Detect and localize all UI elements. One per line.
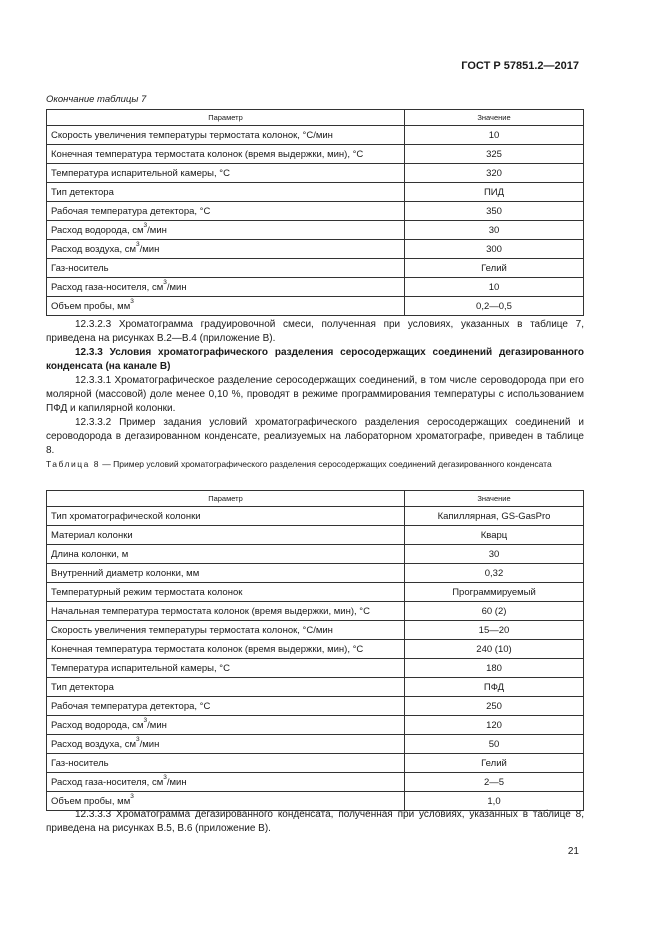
parameter-text: Тип хроматографической колонки: [51, 510, 201, 522]
paragraph-text: 12.3.3.2 Пример задания условий хроматографического разделения серосодержащих соединений и сероводорода в дегазированном конденсате, реализуемых на лабораторном хроматографе, приведен в таблице 8.: [46, 417, 584, 456]
value-cell: Гелий: [405, 754, 584, 773]
value-cell: 320: [405, 164, 584, 183]
table-row: [47, 659, 584, 678]
column-header-parameter: Параметр: [47, 110, 405, 126]
column-header-value: Значение: [405, 110, 584, 126]
paragraph-text: 12.3.3.3 Хроматограмма дегазированного конденсата, полученная при условиях, указанных в таблице 8, приведена на рисунках В.5, В.6 (приложение В).: [46, 809, 584, 834]
table-row: [47, 754, 584, 773]
table-row: [47, 202, 584, 221]
heading-text: 12.3.3 Условия хроматографического разделения серосодержащих соединений дегазированного конденсата (на канале В): [46, 347, 584, 372]
parameter-cell: [47, 545, 405, 564]
parameter-cell: [47, 602, 405, 621]
value-cell: 350: [405, 202, 584, 221]
table-row: [47, 735, 584, 754]
unit-superscript: 3: [136, 240, 140, 248]
table-row: [47, 145, 584, 164]
table-row: [47, 564, 584, 583]
table-row: [47, 240, 584, 259]
table-header-row: [47, 110, 584, 126]
value-cell: 240 (10): [405, 640, 584, 659]
table7: [46, 109, 584, 316]
parameter-cell: [47, 145, 405, 164]
table-row: [47, 221, 584, 240]
parameter-cell: [47, 659, 405, 678]
value-cell: 50: [405, 735, 584, 754]
unit-superscript: 3: [130, 297, 134, 305]
parameter-text: Расход водорода, см: [51, 719, 144, 731]
parameter-text: Тип детектора: [51, 681, 114, 693]
parameter-text: Расход газа-носителя, см: [51, 281, 164, 293]
parameter-cell: [47, 526, 405, 545]
parameter-cell: [47, 297, 405, 316]
parameter-text: Конечная температура термостата колонок (время выдержки, мин), °С: [51, 148, 364, 160]
table8: [46, 490, 584, 811]
value-cell: 250: [405, 697, 584, 716]
value-cell: 1,0: [405, 792, 584, 811]
parameter-cell: [47, 259, 405, 278]
table7-caption: Окончание таблицы 7: [46, 94, 147, 105]
parameter-cell: [47, 773, 405, 792]
unit-tail: /мин: [166, 281, 187, 293]
value-cell: 10: [405, 126, 584, 145]
value-cell: Кварц: [405, 526, 584, 545]
parameter-text: Скорость увеличения температуры термостата колонок, °С/мин: [51, 624, 333, 636]
value-cell: 180: [405, 659, 584, 678]
paragraph-12-3-3-3: [46, 808, 584, 836]
unit-superscript: 3: [163, 773, 167, 781]
parameter-cell: [47, 278, 405, 297]
value-cell: 10: [405, 278, 584, 297]
table-row: [47, 773, 584, 792]
parameter-cell: [47, 678, 405, 697]
unit-tail: /мин: [139, 738, 160, 750]
table-row: [47, 716, 584, 735]
paragraph-12-3-2-3: [46, 318, 584, 346]
value-cell: 30: [405, 545, 584, 564]
unit-tail: /мин: [147, 224, 167, 236]
parameter-text: Рабочая температура детектора, °С: [51, 205, 211, 217]
parameter-cell: [47, 640, 405, 659]
parameter-text: Газ-носитель: [51, 262, 109, 274]
table-row: [47, 259, 584, 278]
parameter-text: Объем пробы, мм: [51, 795, 131, 807]
paragraph-text: 12.3.2.3 Хроматограмма градуировочной смеси, полученная при условиях, указанных в таблице 7, приведена на рисунках В.2—В.4 (приложение В).: [46, 319, 584, 344]
table8-title: — Пример условий хроматографического разделения серосодержащих соединений дегазированного конденсата: [99, 459, 552, 469]
value-cell: 2—5: [405, 773, 584, 792]
parameter-text: Расход газа-носителя, см: [51, 776, 164, 788]
value-cell: ПФД: [405, 678, 584, 697]
parameter-text: Материал колонки: [51, 529, 133, 541]
unit-superscript: 3: [136, 735, 140, 743]
parameter-cell: [47, 126, 405, 145]
parameter-text: Скорость увеличения температуры термостата колонок, °С/мин: [51, 129, 333, 141]
value-cell: 325: [405, 145, 584, 164]
value-cell: 120: [405, 716, 584, 735]
table-row: [47, 297, 584, 316]
value-cell: Гелий: [405, 259, 584, 278]
table-row: [47, 507, 584, 526]
table-row: [47, 183, 584, 202]
parameter-text: Расход водорода, см: [51, 224, 144, 236]
parameter-cell: [47, 221, 405, 240]
table-row: [47, 678, 584, 697]
parameter-text: Температурный режим термостата колонок: [51, 586, 243, 598]
parameter-cell: [47, 202, 405, 221]
parameter-cell: [47, 754, 405, 773]
parameter-cell: [47, 164, 405, 183]
paragraph-12-3-3-2: [46, 416, 584, 458]
parameter-text: Внутренний диаметр колонки, мм: [51, 567, 200, 579]
value-cell: Капиллярная, GS-GasPro: [405, 507, 584, 526]
parameter-cell: [47, 183, 405, 202]
parameter-text: Газ-носитель: [51, 757, 109, 769]
parameter-cell: [47, 716, 405, 735]
table-row: [47, 545, 584, 564]
parameter-cell: [47, 697, 405, 716]
table8-body: [47, 507, 584, 811]
table-row: [47, 126, 584, 145]
value-cell: 30: [405, 221, 584, 240]
unit-superscript: 3: [143, 716, 148, 724]
paragraph-text: 12.3.3.1 Хроматографическое разделение серосодержащих соединений, в том числе сероводорода при его молярной (массовой) доле менее 0,10 %, проводят в режиме программирования температуры с использованием ПФД и капилярной колонки.: [46, 375, 584, 414]
parameter-text: Конечная температура термостата колонок (время выдержки, мин), °С: [51, 643, 364, 655]
table-row: [47, 164, 584, 183]
parameter-text: Длина колонки, м: [51, 548, 129, 560]
parameter-cell: [47, 735, 405, 754]
parameter-cell: [47, 564, 405, 583]
table-row: [47, 278, 584, 297]
parameter-cell: [47, 507, 405, 526]
parameter-text: Тип детектора: [51, 186, 114, 198]
parameter-cell: [47, 621, 405, 640]
parameter-text: Рабочая температура детектора, °С: [51, 700, 211, 712]
parameter-text: Температура испарительной камеры, °С: [51, 662, 230, 674]
page-number: 21: [567, 846, 579, 857]
table7-body: [47, 126, 584, 316]
parameter-text: Температура испарительной камеры, °С: [51, 167, 230, 179]
unit-superscript: 3: [143, 221, 148, 229]
parameter-cell: [47, 240, 405, 259]
document-code: ГОСТ Р 57851.2—2017: [461, 60, 579, 72]
table-row: [47, 602, 584, 621]
value-cell: 15—20: [405, 621, 584, 640]
table8-label: Таблица 8: [46, 459, 100, 469]
parameter-cell: [47, 583, 405, 602]
unit-superscript: 3: [130, 792, 134, 800]
value-cell: 60 (2): [405, 602, 584, 621]
paragraph-12-3-3-1: [46, 374, 584, 416]
unit-tail: /мин: [139, 243, 160, 255]
value-cell: Программируемый: [405, 583, 584, 602]
parameter-text: Расход воздуха, см: [51, 738, 136, 750]
table-row: [47, 697, 584, 716]
unit-tail: /мин: [147, 719, 167, 731]
value-cell: 0,32: [405, 564, 584, 583]
table-header-row: [47, 491, 584, 507]
column-header-parameter: Параметр: [47, 491, 405, 507]
table-row: [47, 526, 584, 545]
unit-tail: /мин: [166, 776, 187, 788]
unit-superscript: 3: [163, 278, 167, 286]
parameter-text: Расход воздуха, см: [51, 243, 136, 255]
parameter-text: Начальная температура термостата колонок (время выдержки, мин), °С: [51, 605, 370, 617]
section-heading-12-3-3: [46, 346, 584, 374]
table-row: [47, 621, 584, 640]
table-row: [47, 640, 584, 659]
table-row: [47, 583, 584, 602]
parameter-text: Объем пробы, мм: [51, 300, 131, 312]
value-cell: 0,2—0,5: [405, 297, 584, 316]
column-header-value: Значение: [405, 491, 584, 507]
value-cell: ПИД: [405, 183, 584, 202]
table8-caption: [46, 458, 584, 470]
value-cell: 300: [405, 240, 584, 259]
